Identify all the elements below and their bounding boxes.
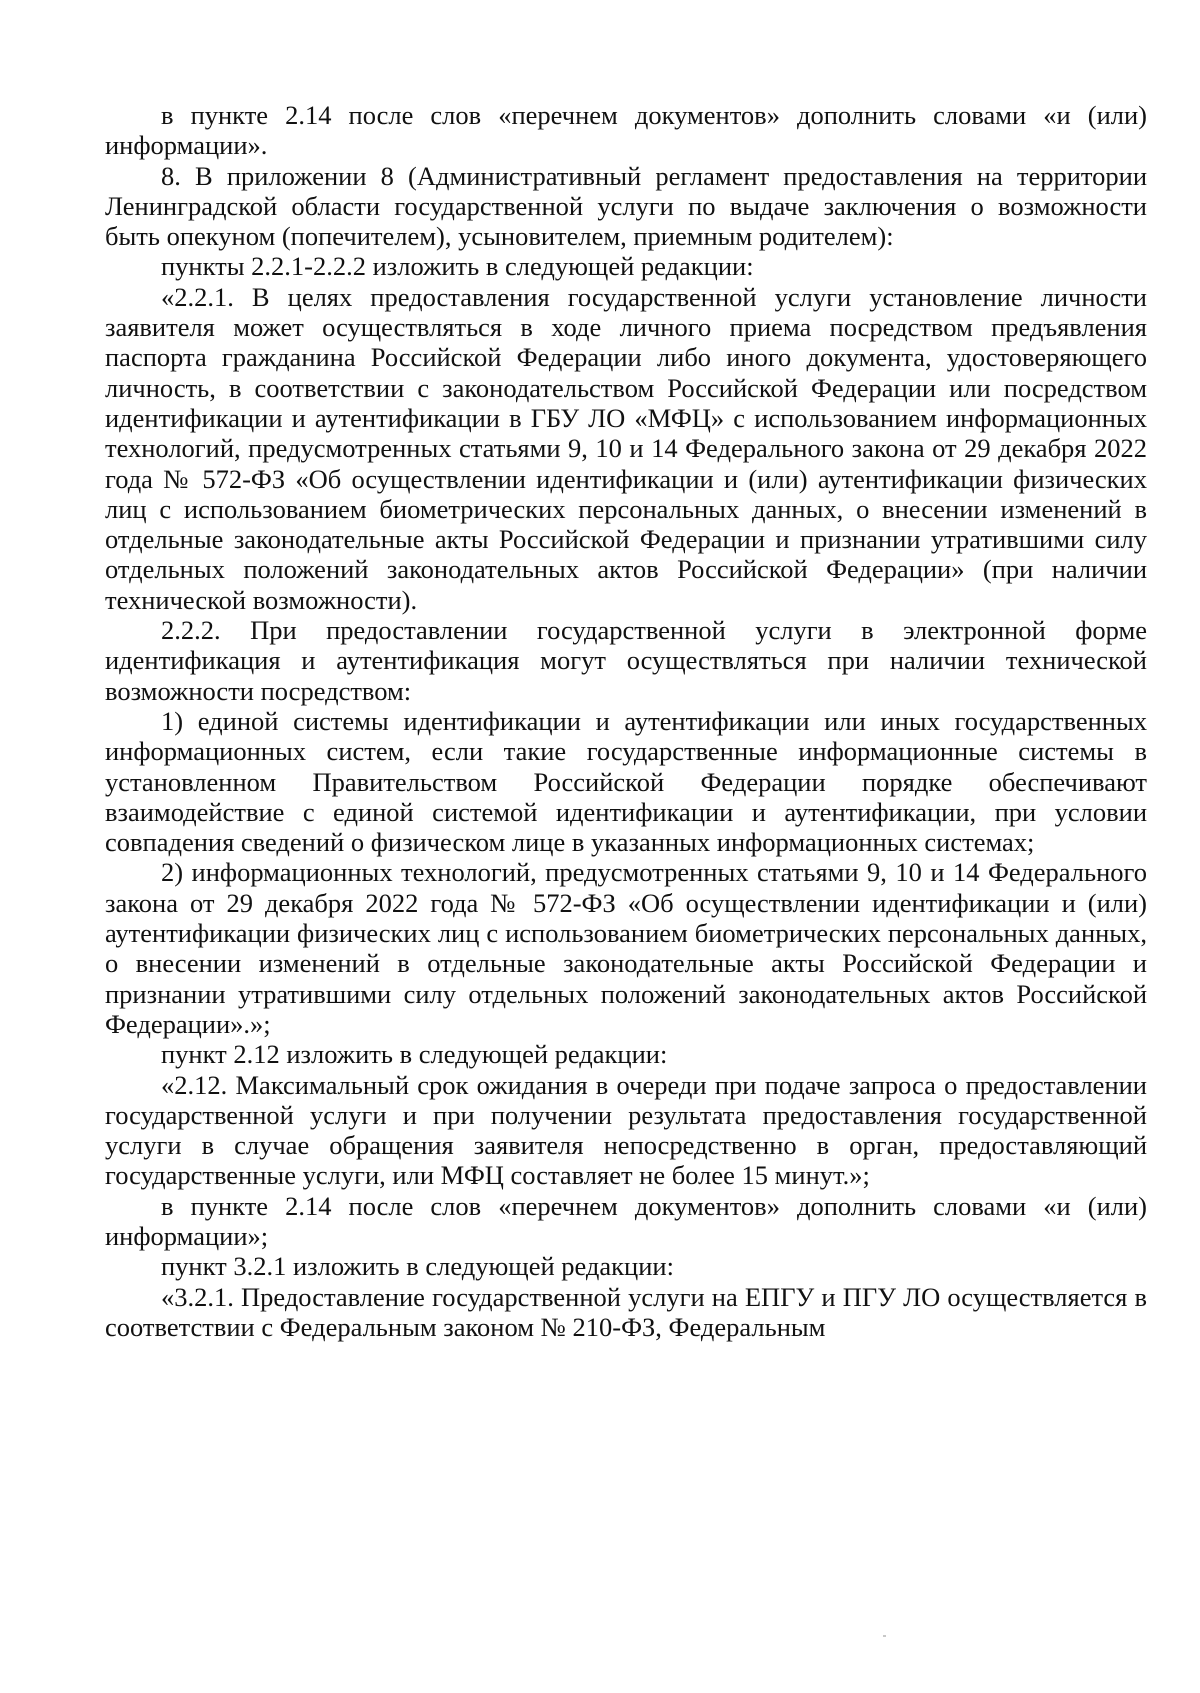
paragraph-item-1: 1) единой системы идентификации и аутентификации или иных государственных информационных систем, если такие государственные информационные системы в установленном Правительством Российской Федерации порядке обеспечивают взаимодействие с единой системой идентификации и аутентификации, при условии совпадения сведений о физическом лице в указанных информационных системах; bbox=[105, 705, 1147, 858]
document-page bbox=[105, 100, 1147, 1342]
paragraph-appendix-8: 8. В приложении 8 (Административный регламент предоставления на территории Ленинградской области государственной услуги по выдаче заключения о возможности быть опекуном (попечителем), усыновителем, приемным родителем): bbox=[105, 160, 1147, 252]
paragraph-2-12-text: «2.12. Максимальный срок ожидания в очереди при подаче запроса о предоставлении государственной услуги и при получении результата предоставления государственной услуги в случае обращения заявителя непосредственно в орган, предоставляющий государственные услуги, или МФЦ составляет не более 15 минут.»; bbox=[105, 1069, 1147, 1191]
paragraph-amend-2-14-intro: в пункте 2.14 после слов «перечнем документов» дополнить словами «и (или) информации». bbox=[105, 100, 1147, 161]
paragraph-point-2-12: пункт 2.12 изложить в следующей редакции: bbox=[161, 1039, 668, 1070]
paragraph-2-2-1: «2.2.1. В целях предоставления государственной услуги установление личности заявителя может осуществляться в ходе личного приема посредством предъявления паспорта гражданина Российской Федерации либо иного документа, удостоверяющего личность, в соответствии с законодательством Российской Федерации или посредством идентификации и аутентификации в ГБУ ЛО «МФЦ» с использованием информационных технологий, предусмотренных статьями 9, 10 и 14 Федерального закона от 29 декабря 2022 года № 572-ФЗ «Об осуществлении идентификации и (или) аутентификации физических лиц с использованием биометрических персональных данных, о внесении изменений в отдельные законодательные акты Российской Федерации и признании утратившими силу отдельных положений законодательных актов Российской Федерации» (при наличии технической возможности). bbox=[105, 281, 1147, 615]
paragraph-2-2-2: 2.2.2. При предоставлении государственной услуги в электронной форме идентификация и аутентификация могут осуществляться при наличии технической возможности посредством: bbox=[105, 615, 1147, 706]
paragraph-amend-2-14: в пункте 2.14 после слов «перечнем документов» дополнить словами «и (или) информации»; bbox=[105, 1190, 1147, 1251]
paragraph-points-2-2-1-2-2-2: пункты 2.2.1-2.2.2 изложить в следующей редакции: bbox=[161, 251, 754, 282]
paragraph-item-2: 2) информационных технологий, предусмотренных статьями 9, 10 и 14 Федерального закона от 29 декабря 2022 года № 572-ФЗ «Об осуществлении идентификации и (или) аутентификации физических лиц с использованием биометрических персональных данных, о внесении изменений в отдельные законодательные акты Российской Федерации и признании утратившими силу отдельных положений законодательных актов Российской Федерации».»; bbox=[105, 857, 1147, 1039]
scan-speck bbox=[883, 1635, 886, 1637]
paragraph-point-3-2-1: пункт 3.2.1 изложить в следующей редакции: bbox=[161, 1251, 674, 1282]
paragraph-3-2-1-text: «3.2.1. Предоставление государственной услуги на ЕПГУ и ПГУ ЛО осуществляется в соответствии с Федеральным законом № 210-ФЗ, Федеральным bbox=[105, 1281, 1147, 1342]
